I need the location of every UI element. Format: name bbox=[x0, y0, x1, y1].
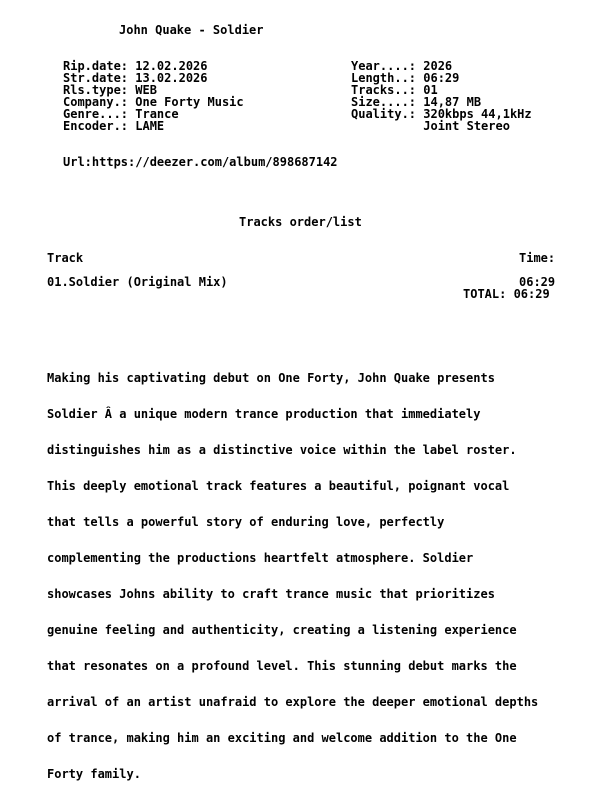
description-line: Forty family. bbox=[47, 767, 141, 781]
description-line: complementing the productions heartfelt atmosphere. Soldier bbox=[47, 551, 474, 565]
track-row-name: 01.Soldier (Original Mix) bbox=[47, 275, 228, 289]
url-line: Url:https://deezer.com/album/898687142 bbox=[63, 155, 338, 169]
description-line: arrival of an artist unafraid to explore the deeper emotional depths bbox=[47, 695, 539, 709]
tracks-heading: Tracks order/list bbox=[239, 215, 362, 229]
info-quality: Quality.: 320kbps 44,1kHz bbox=[351, 107, 532, 121]
info-size: Size....: 14,87 MB bbox=[351, 95, 482, 109]
release-title: John Quake - Soldier bbox=[119, 23, 264, 37]
info-rip-date: Rip.date: 12.02.2026 bbox=[63, 59, 208, 73]
description-line: Making his captivating debut on One Forty, John Quake presents bbox=[47, 371, 495, 385]
description-line: distinguishes him as a distinctive voice within the label roster. bbox=[47, 443, 517, 457]
info-store-date: Str.date: 13.02.2026 bbox=[63, 71, 208, 85]
track-row-time: 06:29 bbox=[519, 275, 556, 289]
description-line: genuine feeling and authenticity, creating a listening experience bbox=[47, 623, 517, 637]
description-line: that resonates on a profound level. This stunning debut marks the bbox=[47, 659, 517, 673]
description-line: Soldier Â a unique modern trance production that immediately bbox=[47, 407, 481, 421]
info-tracks: Tracks..: 01 bbox=[351, 83, 438, 97]
info-genre: Genre...: Trance bbox=[63, 107, 179, 121]
release-description bbox=[47, 348, 595, 792]
track-column-header: Track bbox=[47, 251, 84, 265]
info-year: Year....: 2026 bbox=[351, 59, 453, 73]
info-company: Company.: One Forty Music bbox=[63, 95, 244, 109]
description-line: that tells a powerful story of enduring love, perfectly bbox=[47, 515, 445, 529]
time-column-header: Time: bbox=[519, 251, 556, 265]
description-line: of trance, making him an exciting and welcome addition to the One bbox=[47, 731, 517, 745]
info-length: Length..: 06:29 bbox=[351, 71, 460, 85]
info-encoder: Encoder.: LAME bbox=[63, 119, 165, 133]
description-line: This deeply emotional track features a beautiful, poignant vocal bbox=[47, 479, 510, 493]
description-line: showcases Johns ability to craft trance music that prioritizes bbox=[47, 587, 495, 601]
info-release-type: Rls.type: WEB bbox=[63, 83, 157, 97]
info-stereo: Joint Stereo bbox=[351, 119, 510, 133]
total-time: TOTAL: 06:29 bbox=[463, 287, 550, 301]
